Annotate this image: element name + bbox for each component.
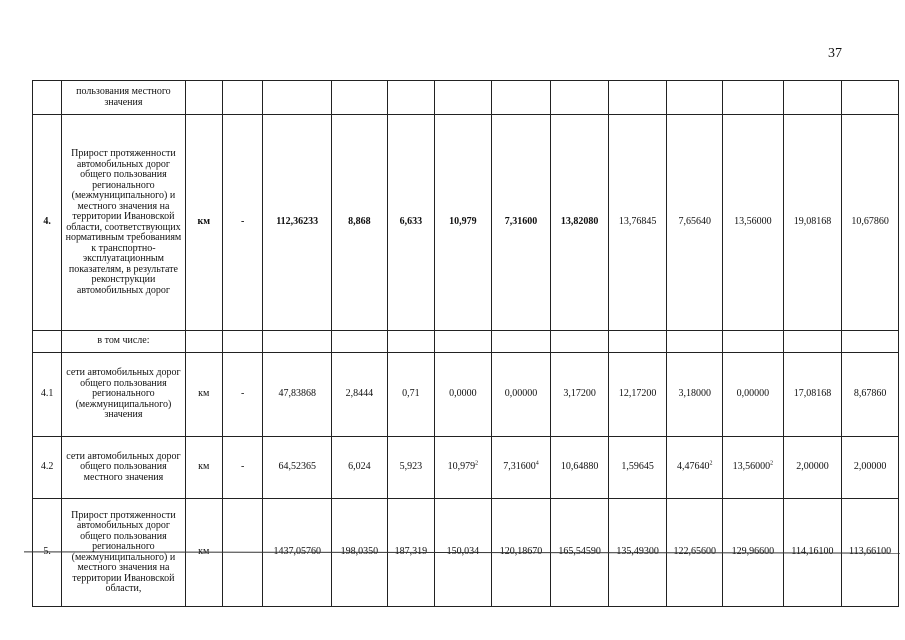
- value-cell: 19,08168: [783, 115, 842, 331]
- value-cell: [551, 81, 609, 115]
- indicators-table: [32, 80, 899, 607]
- value-cell: [435, 81, 492, 115]
- value-cell: 122,65600: [667, 499, 723, 607]
- value-cell: [387, 81, 434, 115]
- unit: км: [185, 437, 222, 499]
- empty-cell: [723, 331, 784, 353]
- value-text: 7,31600: [503, 461, 536, 473]
- empty-cell: [263, 331, 332, 353]
- row-description: Прирост протяженности автомобильных дорог общего пользования регионального (межмуниципального) и местного значения на территории Ивановской области,: [62, 499, 185, 607]
- value-text: 13,56000: [732, 461, 771, 473]
- value-cell: 114,16100: [783, 499, 842, 607]
- table-row: [33, 331, 899, 353]
- value-cell: 0,00000: [491, 353, 551, 437]
- value-text: 4,47640: [677, 461, 710, 473]
- value-cell: 8,67860: [842, 353, 899, 437]
- value-text: 10,979: [447, 461, 476, 473]
- value-cell: 113,66100: [842, 499, 899, 607]
- empty-cell: [387, 331, 434, 353]
- value-cell: 13,76845: [608, 115, 667, 331]
- value-cell: 187,319: [387, 499, 434, 607]
- value-cell: 13,82080: [551, 115, 609, 331]
- table-row: [33, 437, 899, 499]
- value-cell: [608, 81, 667, 115]
- value-cell: 0,00000: [723, 353, 784, 437]
- footnote-mark: 2: [709, 460, 713, 467]
- value-cell: 150,034: [435, 499, 492, 607]
- value-cell: 17,08168: [783, 353, 842, 437]
- value-cell: 0,0000: [435, 353, 492, 437]
- value-cell: 5,923: [387, 437, 434, 499]
- value-cell: 1437,05760: [263, 499, 332, 607]
- footnote-mark: 2: [770, 460, 774, 467]
- page-number: 37: [828, 46, 842, 61]
- row-number: 5.: [33, 499, 62, 607]
- footnote-mark: 2: [475, 460, 479, 467]
- value-cell: 10,64880: [551, 437, 609, 499]
- value-cell: 7,65640: [667, 115, 723, 331]
- empty-cell: [842, 331, 899, 353]
- value-cell: [491, 81, 551, 115]
- value-cell: 2,8444: [332, 353, 388, 437]
- row-description: пользования местного значения: [62, 81, 185, 115]
- value-cell: 3,17200: [551, 353, 609, 437]
- value-cell: 0,71: [387, 353, 434, 437]
- value-cell: [667, 81, 723, 115]
- table-row: [33, 81, 899, 115]
- value-cell: 8,868: [332, 115, 388, 331]
- empty-cell: [783, 331, 842, 353]
- base-value: -: [222, 115, 262, 331]
- empty-cell: [222, 331, 262, 353]
- value-cell: [667, 437, 723, 499]
- empty-cell: [667, 331, 723, 353]
- value-cell: 1,59645: [608, 437, 667, 499]
- footnote-mark: 4: [535, 460, 539, 467]
- base-value: -: [222, 353, 262, 437]
- value-cell: 129,96600: [723, 499, 784, 607]
- table-row: [33, 115, 899, 331]
- value-cell: 6,633: [387, 115, 434, 331]
- value-cell: 165,54590: [551, 499, 609, 607]
- row-description: сети автомобильных дорог общего пользования местного значения: [62, 437, 185, 499]
- value-cell: 7,31600: [491, 115, 551, 331]
- value-cell: 135,49300: [608, 499, 667, 607]
- unit: км: [185, 115, 222, 331]
- empty-cell: [332, 331, 388, 353]
- value-cell: 2,00000: [842, 437, 899, 499]
- empty-cell: [551, 331, 609, 353]
- value-cell: 2,00000: [783, 437, 842, 499]
- base-value: -: [222, 437, 262, 499]
- value-cell: 3,18000: [667, 353, 723, 437]
- row-number: 4.: [33, 115, 62, 331]
- value-cell: [723, 81, 784, 115]
- table-row: [33, 353, 899, 437]
- value-cell: 112,36233: [263, 115, 332, 331]
- value-cell: [723, 437, 784, 499]
- row-description: Прирост протяженности автомобильных дорог общего пользования регионального (межмуниципального) и местного значения на территории Ивановской области, соответствующих нормативным требованиям к транспортно-эксплуатационным показателям, в результате реконструкции автомобильных дорог: [62, 115, 185, 331]
- base-value: [222, 81, 262, 115]
- row-description: в том числе:: [62, 331, 185, 353]
- value-cell: 13,56000: [723, 115, 784, 331]
- value-cell: 120,18670: [491, 499, 551, 607]
- value-cell: 64,52365: [263, 437, 332, 499]
- value-cell: [263, 81, 332, 115]
- value-cell: 12,17200: [608, 353, 667, 437]
- empty-cell: [608, 331, 667, 353]
- row-number: [33, 331, 62, 353]
- row-description: сети автомобильных дорог общего пользования регионального (межмуниципального) значения: [62, 353, 185, 437]
- empty-cell: [435, 331, 492, 353]
- unit: км: [185, 353, 222, 437]
- row-number: 4.1: [33, 353, 62, 437]
- value-cell: 198,0350: [332, 499, 388, 607]
- unit: км: [185, 499, 222, 607]
- row-number: [33, 81, 62, 115]
- unit: [185, 81, 222, 115]
- empty-cell: [185, 331, 222, 353]
- value-cell: [842, 81, 899, 115]
- value-cell: 10,67860: [842, 115, 899, 331]
- value-cell: 10,979: [435, 115, 492, 331]
- value-cell: [491, 437, 551, 499]
- value-cell: 6,024: [332, 437, 388, 499]
- value-cell: [435, 437, 492, 499]
- value-cell: 47,83868: [263, 353, 332, 437]
- row-number: 4.2: [33, 437, 62, 499]
- value-cell: [332, 81, 388, 115]
- value-cell: [783, 81, 842, 115]
- empty-cell: [491, 331, 551, 353]
